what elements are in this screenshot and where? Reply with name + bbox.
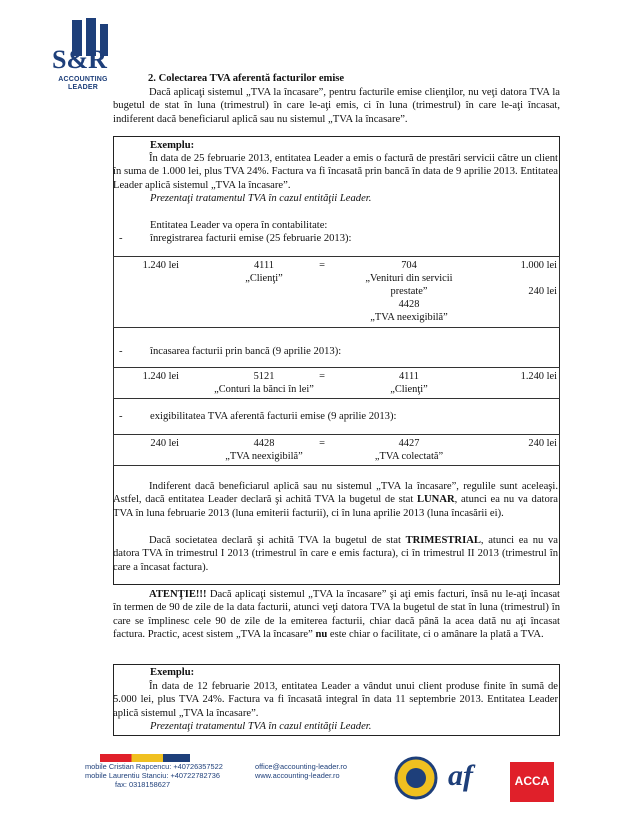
step-2-dash: -	[119, 346, 123, 357]
journal-entry-2	[113, 367, 560, 399]
entry-3-amount-right: 240 lei	[528, 438, 557, 449]
entry-2-amount: 1.240 lei	[142, 371, 179, 382]
example-1-heading: Exemplu:	[150, 140, 195, 151]
example-2-task: Prezentaţi tratamentul TVA în cazul entităţii Leader.	[150, 721, 372, 732]
example-1-text: În data de 25 februarie 2013, entitatea Leader a emis o factură de prestări servicii către un client în suma de 1.000 lei, plus TVA 24%. Factura va fi încasată prin bancă în data de 9 aprilie 2013. Entitatea Leader aplică sistemul „TVA la încasare”.	[113, 153, 558, 191]
step-3-dash: -	[119, 411, 123, 422]
example-1-ops-intro: Entitatea Leader va opera în contabilitate:	[150, 220, 328, 231]
entry-2-credit: 4111 „Clienţi”	[390, 371, 428, 395]
footer-phone-block: mobile Cristian Rapcencu: +40726357522 mobile Laurentiu Stanciu: +40722782736 fax: 0318158627	[85, 762, 223, 789]
step-1-dash: -	[119, 233, 123, 244]
journal-entry-1	[113, 256, 560, 328]
entry-3-debit: 4428 „TVA neexigibilă”	[225, 438, 303, 462]
step-1-label: înregistrarea facturii emise (25 februarie 2013):	[150, 233, 352, 244]
ceccar-seal-icon	[394, 756, 438, 800]
acca-logo: ACCA	[510, 762, 554, 802]
entry-3-credit: 4427 „TVA colectată”	[374, 438, 444, 462]
entry-2-debit: 5121 „Conturi la bănci în lei”	[214, 371, 314, 395]
intro-paragraph: Dacă aplicaţi sistemul „TVA la încasare”, pentru facturile emise clienţilor, nu veţi datora TVA la bugetul de stat în luna (trimestrul) în care le-aţi emis, ci în luna (trimestrul) în care le-aţi încasat, indiferent dacă beneficiarul aplică sau nu sistemul „TVA la încasare”.	[113, 87, 560, 125]
cafr-logo-icon: af	[448, 759, 473, 792]
journal-entry-3	[113, 434, 560, 466]
attention-paragraph: ATENŢIE!!! Dacă aplicaţi sistemul „TVA la încasare” şi aţi emis facturi, însă nu le-aţi încasat în termen de 90 de zile de la data facturii, atunci veţi datora TVA la bugetul de stat în luna (trimestrul) în care se împlinesc cele 90 de zile de la emiterea facturii, chiar dacă până la acea dată nu aţi încasat factura. Practic, acest sistem „TVA la încasare” nu este chiar o facilitate, ci o amânare la plată a TVA.	[113, 589, 560, 641]
conclusion-monthly: Indiferent dacă beneficiarul aplică sau nu sistemul „TVA la încasare”, regulile sunt aceleaşi. Astfel, dacă entitatea Leader declară şi achită TVA la bugetul de stat LUNAR, atunci ea nu va datora TVA în luna februarie 2013 (luna emiterii facturii), ci în luna aprilie 2013 (luna încasării ei).	[113, 481, 558, 519]
example-2-text: În data de 12 februarie 2013, entitatea Leader a vândut unui client produse finite în sumă de 5.000 lei, plus TVA 24%. Factura va fi încasată integral în data 11 septembrie 2013. Entitatea Leader aplică sistemul „TVA la încasare”.	[113, 681, 558, 719]
example-1-task: Prezentaţi tratamentul TVA în cazul entităţii Leader.	[150, 193, 372, 204]
svg-text:S&R: S&R	[52, 45, 107, 74]
entry-3-equals: =	[319, 438, 325, 449]
section-title: 2. Colectarea TVA aferentă facturilor emise	[148, 73, 345, 84]
entry-1-amounts: 1.000 lei 240 lei	[520, 260, 557, 297]
step-2-label: încasarea facturii prin bancă (9 aprilie 2013):	[150, 346, 342, 357]
footer-contact: office@accounting-leader.ro www.accounting-leader.ro	[255, 762, 348, 780]
logo-caption: ACCOUNTING LEADER	[58, 76, 108, 91]
step-3-label: exigibilitatea TVA aferentă facturii emise (9 aprilie 2013):	[150, 411, 397, 422]
entry-1-credit: 704 „Venituri din servicii prestate” 4428 „TVA neexigibilă”	[365, 260, 453, 323]
entry-1-equals: =	[319, 260, 325, 271]
entry-2-equals: =	[319, 371, 325, 382]
entry-2-amount-right: 1.240 lei	[520, 371, 557, 382]
example-2-heading: Exemplu:	[150, 667, 195, 678]
flag-stripe-icon	[100, 754, 190, 762]
conclusion-quarterly: Dacă societatea declară şi achită TVA la bugetul de stat TRIMESTRIAL, atunci ea nu va datora TVA în trimestrul I 2013 (trimestrul în care e emis factura), ci în trimestrul II 2013 (trimestrul în care a încasat factura).	[113, 535, 558, 573]
company-logo	[50, 18, 112, 80]
entry-3-amount: 240 lei	[150, 438, 179, 449]
entry-1-debit: 4111 „Clienţi”	[245, 260, 283, 284]
entry-1-amount: 1.240 lei	[142, 260, 179, 271]
